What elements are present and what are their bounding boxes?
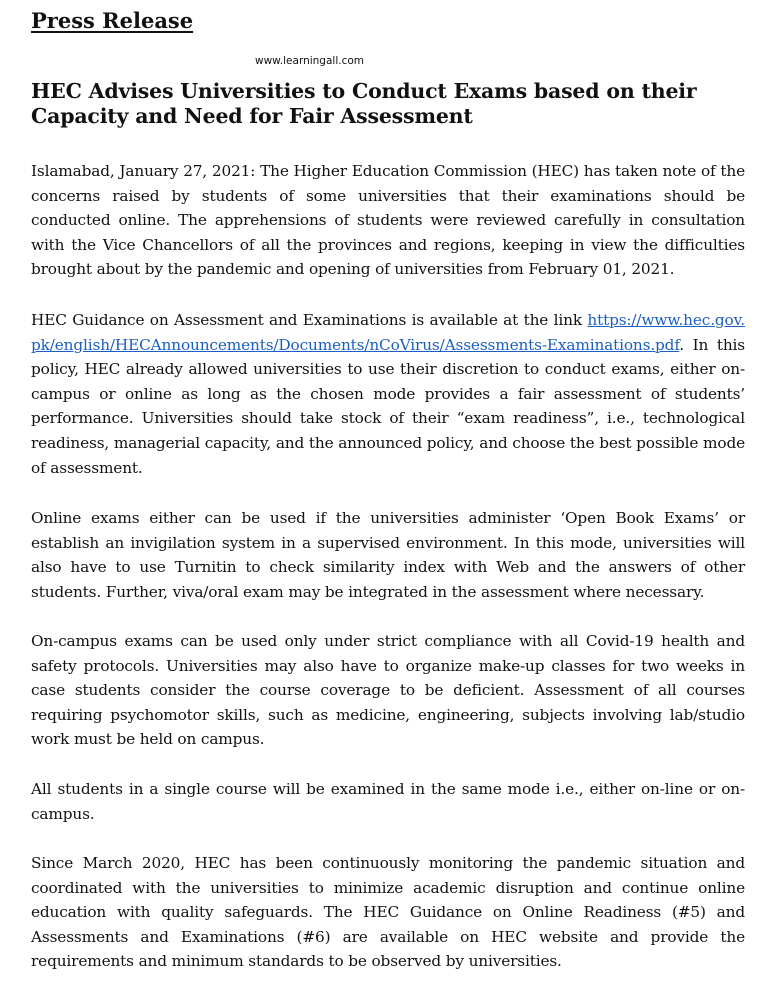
press-release-label: Press Release <box>31 8 194 33</box>
headline: HEC Advises Universities to Conduct Exams based on their Capacity and Need for Fair Assessment <box>31 79 697 128</box>
paragraph-monitoring: Since March 2020, HEC has been continuously monitoring the pandemic situation and coordinated with the universities to minimize academic disruption and continue online education with quality safeguards. The HEC Guidance on Online Readiness (#5) and Assessments and Examinations (#6) are available on HEC website and provide the requirements and minimum standards to be observed by universities. <box>31 854 745 971</box>
paragraph-intro: Islamabad, January 27, 2021: The Higher Education Commission (HEC) has taken note of the concerns raised by students of some universities that their examinations should be conducted online. The apprehensions of students were reviewed carefully in consultation with the Vice Chancellors of all the provinces and regions, keeping in view the difficulties brought about by the pandemic and opening of universities from February 01, 2021. <box>31 162 745 279</box>
paragraph-guidance <box>31 308 745 480</box>
guidance-text-after: . In this policy, HEC already allowed universities to use their discretion to conduct exams, either on-campus or online as long as the chosen mode provides a fair assessment of students’ performance. Universities should take stock of their “exam readiness”, i.e., technological readiness, managerial capacity, and the announced policy, and choose the best possible mode of assessment. <box>31 335 745 477</box>
watermark-text: www.learningall.com <box>255 55 365 67</box>
paragraph-on-campus-exams: On-campus exams can be used only under strict compliance with all Covid-19 health and safety protocols. Universities may also have to organize make-up classes for two weeks in case students consider the course coverage to be deficient. Assessment of all courses requiring psychomotor skills, such as medicine, engineering, subjects involving lab/studio work must be held on campus. <box>31 632 745 749</box>
paragraph-same-mode: All students in a single course will be examined in the same mode i.e., either on-line or on-campus. <box>31 780 745 823</box>
guidance-text-before: HEC Guidance on Assessment and Examinations is available at the link <box>31 311 588 329</box>
paragraph-online-exams: Online exams either can be used if the universities administer ‘Open Book Exams’ or establish an invigilation system in a supervised environment. In this mode, universities will also have to use Turnitin to check similarity index with Web and the answers of other students. Further, viva/oral exam may be integrated in the assessment where necessary. <box>31 509 745 601</box>
guidance-pdf-link[interactable]: https://www.hec.gov.pk/english/HECAnnouncements/Documents/nCoVirus/Assessments-Examinations.pdf <box>31 311 745 354</box>
